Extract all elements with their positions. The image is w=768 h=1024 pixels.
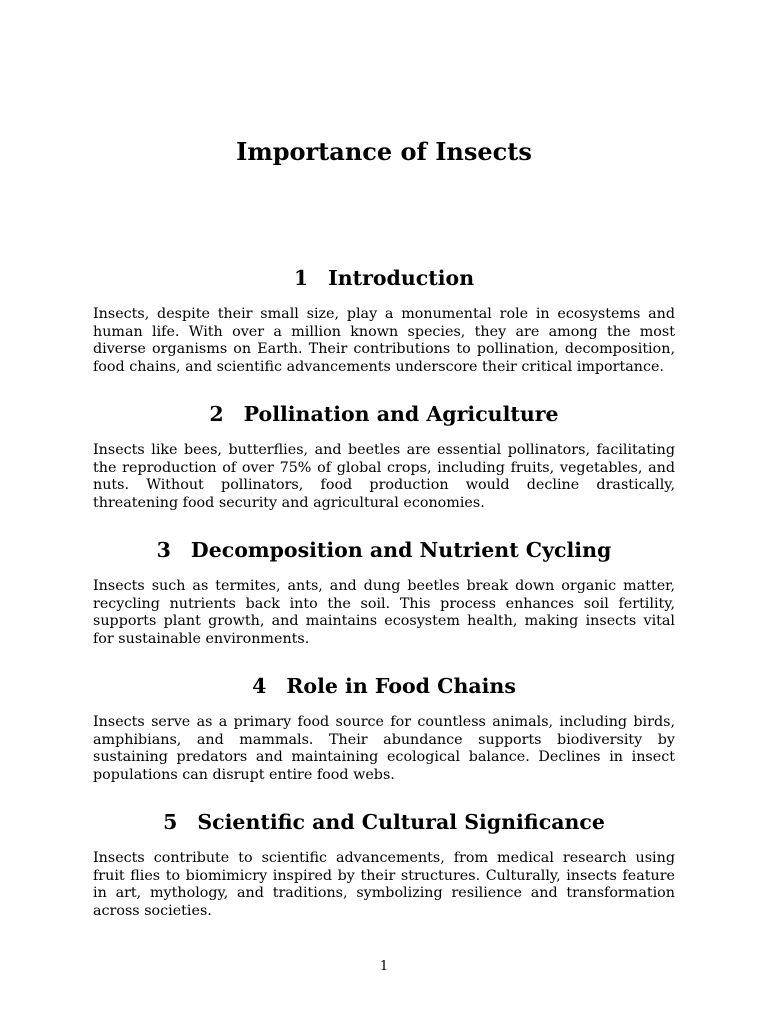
section-number: 1 bbox=[293, 266, 309, 290]
section-pollination-and-agriculture bbox=[93, 400, 675, 512]
section-title: Introduction bbox=[328, 266, 475, 290]
page-number: 1 bbox=[379, 959, 389, 974]
section-paragraph: Insects like bees, butterflies, and beetles are essential pollinators, facilitating the reproduction of over 75% of global crops, including fruits, vegetables, and nuts. Without pollinators, food production would decline drastically, threatening food security and agricultural economies. bbox=[93, 442, 675, 511]
section-number: 2 bbox=[209, 402, 224, 426]
section-paragraph: Insects serve as a primary food source for countless animals, including birds, amphibians, and mammals. Their abundance supports biodiversity by sustaining predators and maintaining ecological balance. Declines in insect populations can disrupt entire food webs. bbox=[93, 714, 675, 783]
section-number: 4 bbox=[252, 674, 267, 698]
section-title: Scientific and Cultural Significance bbox=[197, 810, 605, 834]
section-heading bbox=[93, 400, 675, 428]
section-heading bbox=[93, 808, 675, 836]
document-title: Importance of Insects bbox=[236, 137, 532, 166]
section-scientific-and-cultural-significance bbox=[93, 808, 675, 920]
section-title: Role in Food Chains bbox=[286, 674, 516, 698]
section-heading bbox=[93, 672, 675, 700]
section-role-in-food-chains bbox=[93, 672, 675, 784]
section-decomposition-and-nutrient-cycling bbox=[93, 536, 675, 648]
section-paragraph: Insects such as termites, ants, and dung beetles break down organic matter, recycling nutrients back into the soil. This process enhances soil fertility, supports plant growth, and maintains ecosystem health, making insects vital for sustainable environments. bbox=[93, 578, 675, 647]
section-number: 5 bbox=[163, 810, 178, 834]
section-number: 3 bbox=[156, 538, 171, 562]
section-introduction bbox=[93, 264, 675, 376]
section-paragraph: Insects, despite their small size, play a monumental role in ecosystems and human life. With over a million known species, they are among the most diverse organisms on Earth. Their contributions to pollination, decomposition, food chains, and scientific advancements underscore their critical importance. bbox=[93, 306, 675, 375]
section-heading bbox=[93, 536, 675, 564]
section-title: Pollination and Agriculture bbox=[243, 402, 559, 426]
section-paragraph: Insects contribute to scientific advancements, from medical research using fruit flies to biomimicry inspired by their structures. Culturally, insects feature in art, mythology, and traditions, symbolizing resilience and transformation across societies. bbox=[93, 850, 675, 919]
section-title: Decomposition and Nutrient Cycling bbox=[190, 538, 612, 562]
section-heading bbox=[93, 264, 675, 292]
